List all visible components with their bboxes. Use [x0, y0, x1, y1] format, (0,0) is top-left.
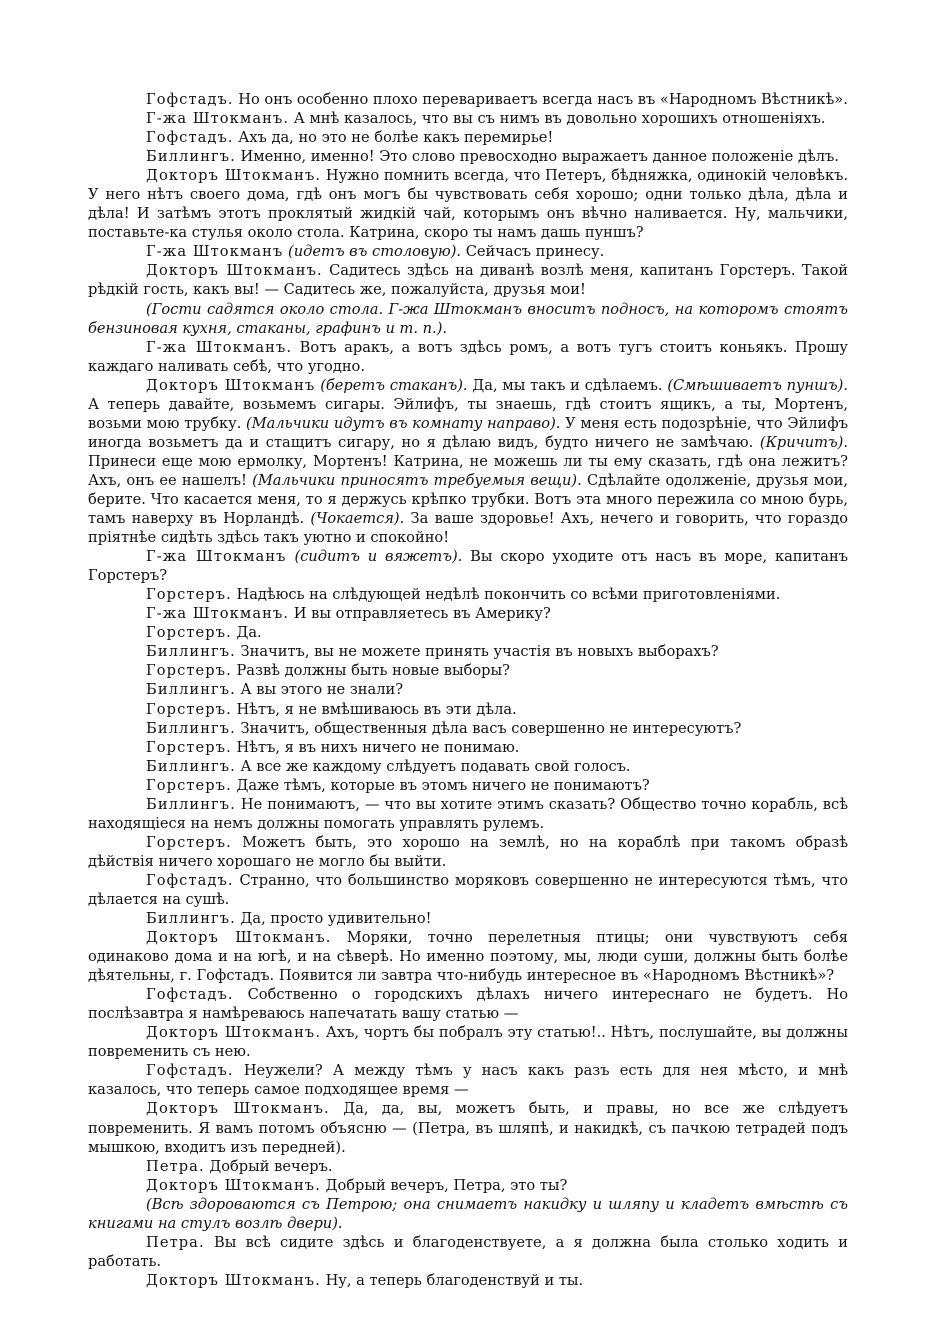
dialogue-text: Ахъ, чортъ бы побралъ эту статью!.. Нѣтъ, послушайте, вы должны повременить съ нею.	[88, 1024, 849, 1061]
speaker-name: Докторъ Штокманъ	[146, 376, 316, 394]
speaker-name: Г-жа Штокманъ.	[146, 338, 293, 356]
paragraph	[88, 928, 848, 985]
speaker-name: Г-жа Штокманъ	[146, 548, 287, 566]
speaker-name: Биллингъ.	[146, 148, 236, 166]
paragraph	[88, 719, 848, 738]
speaker-name: Докторъ Штокманъ.	[146, 167, 322, 185]
dialogue-text: Садитесь здѣсь на диванѣ возлѣ меня, капитанъ Горстеръ. Такой рѣдкій гость, какъ вы! — Садитесь же, пожалуйста, друзья мои!	[88, 262, 848, 299]
dialogue-text: Сейчасъ принесу.	[461, 243, 605, 261]
paragraph	[88, 776, 848, 795]
paragraph	[88, 547, 848, 585]
dialogue-text: Странно, что большинство моряковъ совершенно не интересуются тѣмъ, что дѣлается на сушѣ.	[88, 871, 848, 908]
play-text-body	[88, 90, 848, 1290]
speaker-name: Гофстадъ.	[146, 986, 234, 1004]
paragraph	[88, 1271, 848, 1290]
paragraph	[88, 757, 848, 776]
dialogue-text: Надѣюсь на слѣдующей недѣлѣ покончить со всѣми приготовленіями.	[231, 586, 781, 604]
dialogue-text: Принеси еще мою ермолку, Мортенъ! Катрина, не можешь ли ты ему сказать, гдѣ она лежитъ? Ахъ, онъ ее нашелъ!	[88, 452, 848, 489]
speaker-name: Горстеръ.	[146, 738, 232, 756]
dialogue-text: Вы скоро уходите отъ насъ въ море, капитанъ Горстеръ?	[88, 548, 849, 585]
speaker-name: Горстеръ.	[146, 624, 232, 642]
paragraph	[88, 1023, 848, 1061]
dialogue-text: Но онъ особенно плохо перевариваетъ всегда насъ въ «Народномъ Вѣстникѣ».	[233, 91, 848, 108]
dialogue-text: Да, просто удивительно!	[235, 910, 432, 928]
paragraph	[88, 1195, 848, 1233]
speaker-name: Биллингъ.	[146, 910, 236, 928]
dialogue-text: Не понимаютъ, — что вы хотите этимъ сказать? Общество точно корабль, всѣ находящіеся на немъ должны помогать управлять рулемъ.	[88, 795, 848, 832]
paragraph	[88, 1061, 848, 1099]
dialogue-text: Собственно о городскихъ дѣлахъ ничего интереснаго не будетъ. Но послѣзавтра я намѣреваюсь напечатать вашу статью —	[88, 986, 848, 1023]
speaker-name: Докторъ Штокманъ.	[146, 1100, 330, 1118]
paragraph	[88, 300, 848, 338]
paragraph	[88, 661, 848, 680]
paragraph	[88, 680, 848, 699]
paragraph	[88, 985, 848, 1023]
paragraph	[88, 90, 848, 109]
stage-direction: (сидитъ и вяжетъ).	[294, 548, 463, 566]
speaker-name: Горстеръ.	[146, 586, 232, 604]
paragraph	[88, 909, 848, 928]
paragraph	[88, 833, 848, 871]
stage-direction: (Мальчики идутъ въ комнату направо).	[246, 414, 561, 432]
paragraph	[88, 147, 848, 166]
paragraph	[88, 623, 848, 642]
dialogue-text: Неужели? А между тѣмъ у насъ какъ разъ есть для нея мѣсто, и мнѣ казалось, что теперь самое подходящее время —	[88, 1062, 848, 1099]
dialogue-text: А вы этого не знали?	[235, 681, 404, 699]
dialogue-text: Ну, а теперь благоденствуй и ты.	[320, 1271, 584, 1289]
paragraph	[88, 738, 848, 757]
paragraph	[88, 604, 848, 623]
speaker-name: Гофстадъ.	[146, 91, 234, 108]
dialogue-text: Можетъ быть, это хорошо на землѣ, но на кораблѣ при такомъ образѣ дѣйствія ничего хорошаго не могло бы выйти.	[88, 833, 848, 870]
speaker-name: Биллингъ.	[146, 643, 236, 661]
dialogue-text: Значитъ, общественныя дѣла васъ совершенно не интересуютъ?	[235, 719, 742, 737]
dialogue-text: Развѣ должны быть новые выборы?	[231, 662, 510, 680]
speaker-name: Г-жа Штокманъ.	[146, 110, 290, 128]
dialogue-text: Даже тѣмъ, которые въ этомъ ничего не понимаютъ?	[231, 776, 650, 794]
stage-direction: (Чокается).	[310, 510, 405, 528]
speaker-name: Петра.	[146, 1157, 205, 1175]
speaker-name: Горстеръ.	[146, 662, 232, 680]
paragraph	[88, 338, 848, 376]
stage-direction: (Гости садятся около стола. Г-жа Штокманъ вноситъ подносъ, на которомъ стоятъ бензиновая кухня, стаканы, графинъ и т. п.).	[88, 300, 848, 337]
stage-direction: (Смѣшиваетъ пуншъ).	[667, 376, 848, 394]
dialogue-text: Сдѣлайте одолженіе, друзья мои, берите. Что касается меня, то я держусь крѣпко трубки. Вотъ эта много пережила со мною бурь, тамъ наверху въ Норландѣ.	[88, 471, 848, 528]
speaker-name: Биллингъ.	[146, 681, 236, 699]
paragraph	[88, 642, 848, 661]
dialogue-text: Нѣтъ, я въ нихъ ничего не понимаю.	[231, 738, 520, 756]
dialogue-text: Да.	[231, 624, 262, 642]
speaker-name: Гофстадъ.	[146, 129, 234, 147]
dialogue-text: Да, мы такъ и сдѣлаемъ.	[467, 376, 668, 394]
paragraph	[88, 261, 848, 299]
dialogue-text: Добрый вечеръ, Петра, это ты?	[320, 1176, 568, 1194]
dialogue-text: У меня есть подозрѣніе, что Эйлифъ иногда возьметъ да и стащитъ сигару, но я дѣлаю видъ, будто ничего не замѣчаю.	[88, 414, 848, 451]
paragraph	[88, 700, 848, 719]
dialogue-text: Ахъ да, но это не болѣе какъ перемирье!	[233, 129, 554, 147]
dialogue-text: А все же каждому слѣдуетъ подавать свой голосъ.	[235, 757, 631, 775]
dialogue-text: Добрый вечеръ.	[204, 1157, 333, 1175]
speaker-name: Докторъ Штокманъ.	[146, 1176, 321, 1194]
speaker-name: Биллингъ.	[146, 795, 236, 813]
dialogue-text: Нѣтъ, я не вмѣшиваюсь въ эти дѣла.	[231, 700, 517, 718]
paragraph	[88, 585, 848, 604]
dialogue-text: Именно, именно! Это слово превосходно выражаетъ данное положеніе дѣлъ.	[235, 148, 839, 166]
paragraph	[88, 128, 848, 147]
dialogue-text: А теперь давайте, возьмемъ сигары. Эйлифъ, ты знаешь, гдѣ стоитъ ящикъ, а ты, Мортенъ, возьми мою трубку.	[88, 395, 848, 432]
stage-direction: (Всѣ здороваются съ Петрою; она снимаетъ накидку и шляпу и кладетъ вмѣстѣ съ книгами на стулъ возлѣ двери).	[88, 1195, 848, 1232]
speaker-name: Докторъ Штокманъ.	[146, 1024, 322, 1042]
paragraph	[88, 242, 848, 261]
dialogue-text: Нужно помнить всегда, что Петеръ, бѣдняжка, одинокій человѣкъ. У него нѣтъ своего дома, гдѣ онъ могъ бы чувствовать себя хорошо; одни только дѣла, дѣла и дѣла! И затѣмъ этотъ проклятый жидкій чай, которымъ онъ вѣчно наливается. Ну, мальчики, поставьте-ка стулья около стола. Катрина, скоро ты намъ дашь пуншъ?	[88, 167, 849, 242]
stage-direction: (Мальчики приносятъ требуемыя вещи).	[252, 471, 582, 489]
speaker-name: Докторъ Штокманъ.	[146, 929, 332, 947]
dialogue-text: Вотъ аракъ, а вотъ здѣсь ромъ, а вотъ тугъ стоитъ коньякъ. Прошу каждаго наливать себѣ, что угодно.	[88, 338, 848, 375]
speaker-name: Горстеръ.	[146, 833, 232, 851]
paragraph	[88, 376, 848, 547]
dialogue-text: Вы всѣ сидите здѣсь и благоденствуете, а я должна была столько ходить и работать.	[88, 1233, 848, 1270]
dialogue-text: Да, да, вы, можетъ быть, и правы, но все же слѣдуетъ повременить. Я вамъ потомъ объясню — (Петра, въ шляпѣ, и накидкѣ, съ пачкою тетрадей подъ мышкою, входитъ изъ передней).	[88, 1100, 849, 1156]
paragraph	[88, 109, 848, 128]
speaker-name: Горстеръ.	[146, 776, 232, 794]
paragraph	[88, 1176, 848, 1195]
paragraph	[88, 871, 848, 909]
speaker-name: Докторъ Штокманъ.	[146, 262, 323, 280]
speaker-name: Г-жа Штокманъ	[146, 243, 284, 261]
paragraph	[88, 166, 848, 242]
speaker-name: Г-жа Штокманъ.	[146, 605, 290, 623]
stage-direction: (идетъ въ столовую).	[288, 243, 462, 261]
speaker-name: Гофстадъ.	[146, 871, 234, 889]
dialogue-text: За ваше здоровье! Ахъ, нечего и говорить, что гораздо пріятнѣе сидѣть здѣсь такъ уютно и спокойно!	[88, 510, 849, 547]
dialogue-text: Моряки, точно перелетныя птицы; они чувствуютъ себя одинаково дома и на югѣ, и на сѣверѣ. Но именно поэтому, мы, люди суши, должны быть болѣе дѣятельны, г. Гофстадъ. Появится ли завтра что-нибудь интересное въ «Народномъ Вѣстникѣ»?	[88, 929, 848, 985]
dialogue-text: Значитъ, вы не можете принять участія въ новыхъ выборахъ?	[235, 643, 719, 661]
paragraph	[88, 1157, 848, 1176]
paragraph	[88, 1099, 848, 1156]
speaker-name: Петра.	[146, 1233, 205, 1251]
speaker-name: Гофстадъ.	[146, 1062, 234, 1080]
stage-direction: (Кричитъ).	[759, 433, 848, 451]
speaker-name: Горстеръ.	[146, 700, 232, 718]
dialogue-text: А мнѣ казалось, что вы съ нимъ въ довольно хорошихъ отношеніяхъ.	[289, 110, 826, 128]
speaker-name: Биллингъ.	[146, 719, 236, 737]
paragraph	[88, 1233, 848, 1271]
paragraph	[88, 795, 848, 833]
stage-direction: (беретъ стаканъ).	[320, 376, 468, 394]
dialogue-text: И вы отправляетесь въ Америку?	[289, 605, 551, 623]
speaker-name: Биллингъ.	[146, 757, 236, 775]
speaker-name: Докторъ Штокманъ.	[146, 1271, 321, 1289]
